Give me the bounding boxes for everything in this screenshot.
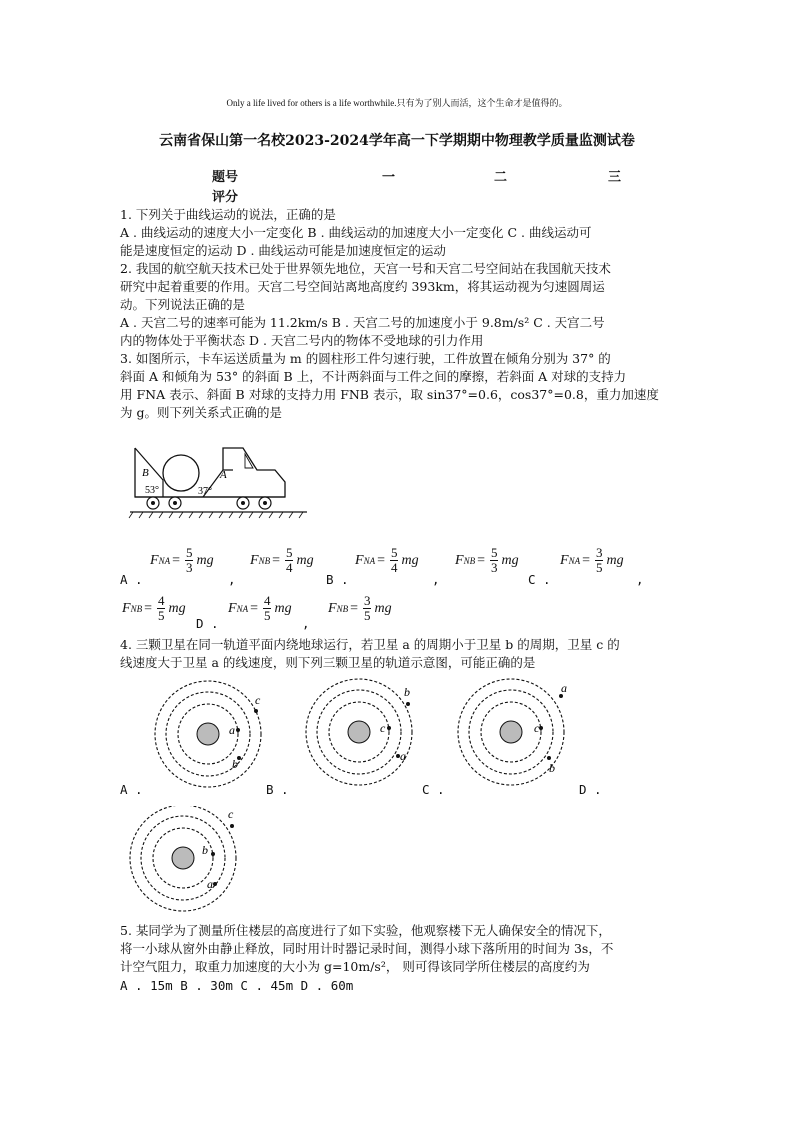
question-3-line4: 为 g。则下列关系式正确的是 [120,405,282,420]
q3-formula-6: F NB = $\frac{4}{5}$ mg [122,593,186,623]
question-2-options-line2: 内的物体处于平衡状态 D . 天宫二号内的物体不受地球的引力作用 [120,333,484,348]
q3-comma-1: , [228,572,236,587]
q3-comma-2: , [432,572,440,587]
orbit-diagram-b [296,676,422,788]
q3-formula-8: F NB = $\frac{3}{5}$ mg [328,593,392,623]
q3-option-c-label: C . [528,572,551,587]
svg-text:a: a [207,877,213,891]
score-col-2: 二 [494,170,508,185]
question-2-line2: 研究中起着重要的作用。天宫二号空间站离地高度约 393km，将其运动视为匀速圆周运 [120,279,605,294]
question-2-options-line1: A . 天宫二号的速率可能为 11.2km/s B . 天宫二号的加速度小于 9.8m/s² C . 天宫二号 [120,315,605,330]
q3-formula-5: F NA = $\frac{3}{5}$ mg [560,545,624,575]
score-row-label: 题号 [212,170,239,185]
question-4-line1: 4. 三颗卫星在同一轨道平面内绕地球运行，若卫星 a 的周期小于卫星 b 的周期，卫星 c 的 [120,637,620,652]
svg-text:c: c [534,721,540,735]
q3-formula-3: F NA = $\frac{5}{4}$ mg [355,545,419,575]
svg-text:a: a [229,723,235,737]
svg-text:a: a [400,749,406,763]
question-3-line2: 斜面 A 和倾角为 53° 的斜面 B 上，不计两斜面与工件之间的摩擦，若斜面 A 对球的支持力 [120,369,627,384]
question-1-options-line2: 能是速度恒定的运动 D . 曲线运动可能是加速度恒定的运动 [120,243,446,258]
fig-angle-53: 53° [145,485,159,496]
question-5-line2: 将一小球从窗外由静止释放，同时用计时器记录时间，测得小球下落所用的时间为 3s，不 [120,941,614,956]
orbit-diagram-a [145,676,271,788]
question-1-stem: 1. 下列关于曲线运动的说法，正确的是 [120,207,336,222]
question-2-line1: 2. 我国的航空航天技术已处于世界领先地位，天宫一号和天宫二号空间站在我国航天技术 [120,261,611,276]
svg-text:b: b [549,761,555,775]
formula-sub: NA [158,555,171,566]
question-3-line3: 用 FNA 表示、斜面 B 对球的支持力用 FNB 表示，取 sin37°=0.6，cos37°=0.8，重力加速度 [120,387,659,402]
question-1-options-line1: A . 曲线运动的速度大小一定变化 B . 曲线运动的加速度大小一定变化 C . 曲线运动可 [120,225,592,240]
page-title: 云南省保山第一名校2023-2024学年高一下学期期中物理教学质量监测试卷 [159,133,635,149]
orbit-diagram-c [451,676,577,788]
fig-label-a: A [220,469,227,481]
q4-option-b-label: B . [266,782,289,797]
q3-comma-3: , [636,572,644,587]
motto-text: Only a life lived for others is a life worthwhile.只有为了别人而活，这个生命才是值得的。 [226,98,568,108]
question-2-line3: 动。下列说法正确的是 [120,297,246,312]
orbit-diagram-d [120,806,246,918]
question-5-options: A . 15m B . 30m C . 45m D . 60m [120,978,354,993]
question-5-line1: 5. 某同学为了测量所住楼层的高度进行了如下实验，他观察楼下无人确保安全的情况下， [120,923,611,938]
question-5-line3: 计空气阻力，取重力加速度的大小为 g=10m/s²， 则可得该同学所住楼层的高度约为 [120,959,590,974]
formula-mg: mg [196,552,214,568]
svg-text:c: c [380,721,386,735]
truck-figure [125,440,310,520]
q3-formula-1 [150,546,214,575]
svg-text:b: b [202,843,208,857]
fig-angle-37: 37° [198,486,212,497]
q3-option-b-label: B . [326,572,349,587]
frac-den: 3 [185,560,193,575]
q3-formula-7: F NA = $\frac{4}{5}$ mg [228,593,292,623]
q4-option-a-label: A . [120,782,143,797]
q4-option-c-label: C . [422,782,445,797]
svg-text:b: b [232,757,238,771]
svg-text:a: a [561,681,567,695]
score-row-label-2: 评分 [212,190,239,205]
q3-option-d-label: D . [196,616,219,631]
formula-f: F [150,552,159,568]
q3-option-a-label: A . [120,572,143,587]
q3-comma-4: , [302,616,310,631]
question-4-line2: 线速度大于卫星 a 的线速度，则下列三颗卫星的轨道示意图，可能正确的是 [120,655,536,670]
frac-num: 5 [185,545,193,560]
score-col-1: 一 [382,170,396,185]
q3-formula-4: F NB = $\frac{5}{3}$ mg [455,545,519,575]
svg-text:c: c [255,693,261,707]
score-col-3: 三 [608,170,622,185]
question-3-line1: 3. 如图所示，卡车运送质量为 m 的圆柱形工件匀速行驶，工件放置在倾角分别为 37° 的 [120,351,611,366]
fig-label-b: B [142,467,149,479]
q4-option-d-label: D . [579,782,602,797]
q3-formula-2: F NB = $\frac{5}{4}$ mg [250,545,314,575]
formula-eq: = [172,552,180,568]
svg-text:c: c [228,807,234,821]
svg-text:b: b [404,685,410,699]
